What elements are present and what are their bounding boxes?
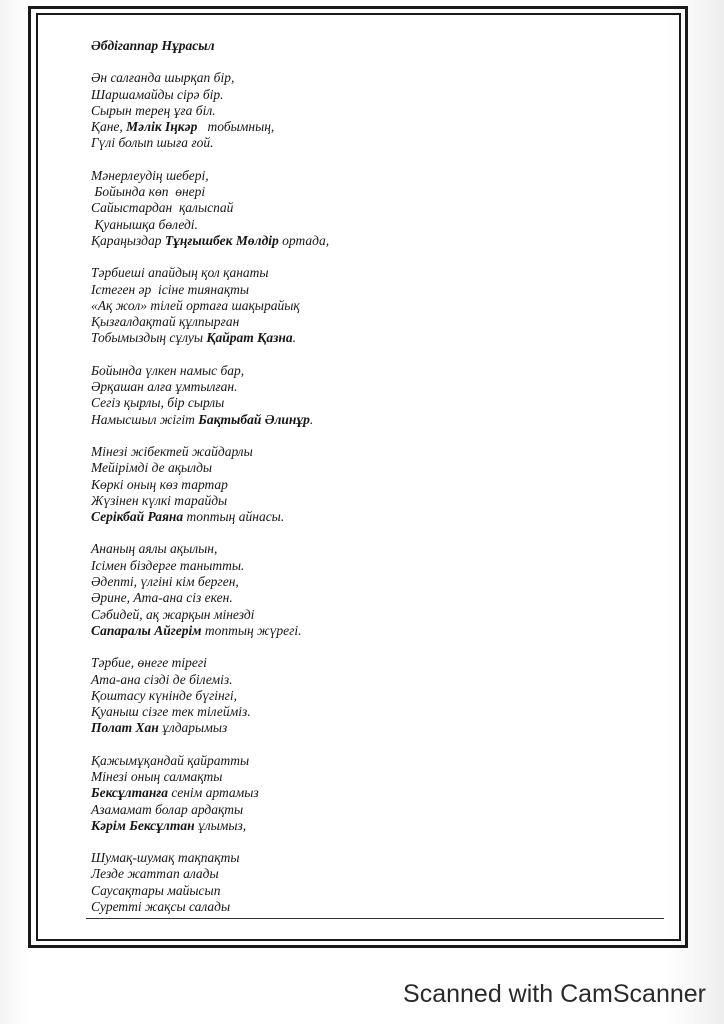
poem-line	[91, 590, 651, 606]
line-text: Сырын терең ұға біл.	[91, 102, 216, 118]
highlighted-name: Тұңғышбек Мөлдір	[164, 232, 279, 248]
poem-line	[91, 314, 651, 330]
poem-line	[91, 850, 651, 866]
line-text: ұлдарымыз	[158, 720, 228, 736]
line-text: Әдепті, үлгіні кім берген,	[91, 574, 239, 590]
line-text: Қуанышқа бөледі.	[91, 216, 198, 232]
poem-line	[91, 883, 651, 899]
line-text: Шумақ-шумақ тақпақты	[91, 850, 240, 866]
author-name: Әбдігаппар Нұрасыл	[91, 38, 215, 53]
poem-line	[91, 704, 651, 720]
poem-line	[91, 119, 651, 135]
highlighted-name: Қайрат Қазна	[206, 330, 293, 346]
line-text: ұлымыз,	[194, 817, 247, 833]
highlighted-name: Полат Хан	[91, 720, 159, 736]
poem-line	[91, 135, 651, 151]
line-text: Сәбидей, ақ жарқын мінезді	[91, 606, 255, 622]
poem-line	[91, 184, 651, 200]
line-text: Қане,	[91, 119, 127, 135]
poem-stanza	[91, 850, 651, 915]
poem-line	[91, 444, 651, 460]
poem-stanzas	[91, 70, 651, 915]
poem-line	[91, 899, 651, 915]
poem-line	[91, 818, 651, 834]
poem-line	[91, 753, 651, 769]
line-text: «Ақ жол» тілей ортаға шақырайық	[91, 297, 300, 313]
highlighted-name: Мәлік Іңкәр	[126, 119, 198, 135]
poem-line	[91, 688, 651, 704]
line-text: Әрқашан алға ұмтылған.	[91, 379, 238, 395]
line-text: топтың айнасы.	[183, 509, 285, 525]
line-text: Мәнерлеудің шебері,	[91, 167, 209, 183]
poem-line	[91, 769, 651, 785]
poem-line	[91, 655, 651, 671]
poem-line	[91, 282, 651, 298]
poem-line	[91, 558, 651, 574]
line-text: .	[292, 330, 296, 346]
line-text: сенім артамыз	[168, 785, 259, 801]
poem-line	[91, 330, 651, 346]
line-text: Лезде жаттап алады	[91, 866, 219, 882]
highlighted-name: Кәрім Бексұлтан	[91, 817, 195, 833]
line-text: топтың жүрегі.	[201, 622, 302, 638]
line-text: Қоштасу күнінде бүгінгі,	[91, 687, 238, 703]
line-text: Гүлі болып шыға ғой.	[91, 135, 214, 151]
highlighted-name: Бексұлтанға	[91, 785, 169, 801]
line-text: Қуаныш сізге тек тілейміз.	[91, 704, 251, 720]
line-text: Мінезі жібектей жайдарлы	[91, 443, 253, 459]
line-text: Тәрбие, өнеге тірегі	[91, 655, 207, 671]
poem-line	[91, 217, 651, 233]
highlighted-name: Бақтыбай Әлинұр	[198, 411, 310, 427]
line-text: Қараңыздар	[91, 232, 165, 248]
poem-line	[91, 87, 651, 103]
poem-line	[91, 541, 651, 557]
poem-line	[91, 233, 651, 249]
line-text: Сайыстардан қалыспай	[91, 200, 234, 216]
poem-line	[91, 460, 651, 476]
line-text: Тобымыздың сұлуы	[91, 330, 207, 346]
poem-line	[91, 379, 651, 395]
poem-line	[91, 802, 651, 818]
poem-line	[91, 720, 651, 736]
poem-stanza	[91, 168, 651, 249]
poem-line	[91, 363, 651, 379]
poem-line	[91, 866, 651, 882]
line-text: Мейірімді де ақылды	[91, 460, 213, 476]
highlighted-name: Серікбай Раяна	[91, 509, 184, 525]
poem-line	[91, 477, 651, 493]
poem-line	[91, 607, 651, 623]
line-text: Суретті жақсы салады	[91, 899, 231, 915]
poem-stanza	[91, 655, 651, 736]
poem-stanza	[91, 444, 651, 525]
poem-line	[91, 265, 651, 281]
line-text: Қажымұқандай қайратты	[91, 752, 250, 768]
poem-line	[91, 493, 651, 509]
poem-stanza	[91, 363, 651, 428]
bottom-rule	[86, 918, 664, 919]
line-text: Тәрбиеші апайдың қол қанаты	[91, 265, 269, 281]
poem-line	[91, 298, 651, 314]
line-text: Сегіз қырлы, бір сырлы	[91, 395, 225, 411]
line-text: Намысшыл жігіт	[91, 411, 199, 427]
line-text: Саусақтары майысып	[91, 882, 221, 898]
line-text: тобымның,	[197, 119, 275, 135]
poem-stanza	[91, 70, 651, 151]
line-text: Ән салғанда шырқап бір,	[91, 70, 235, 86]
line-text: Көркі оның көз тартар	[91, 476, 228, 492]
poem-line	[91, 574, 651, 590]
line-text: Бойында үлкен намыс бар,	[91, 362, 245, 378]
line-text: Қызғалдақтай құлпырған	[91, 314, 240, 330]
line-text: .	[309, 411, 314, 427]
line-text: ортада,	[278, 232, 330, 248]
poem-stanza	[91, 541, 651, 639]
line-text: Ісімен біздерге танытты.	[91, 557, 245, 573]
poem-content	[91, 38, 651, 931]
poem-line	[91, 672, 651, 688]
line-text: Азамамат болар ардақты	[91, 801, 244, 817]
poem-line	[91, 168, 651, 184]
line-text: Шаршамайды сірә бір.	[91, 86, 224, 102]
line-text: Істеген әр ісіне тиянақты	[91, 281, 250, 297]
highlighted-name: Сапаралы Айгерім	[91, 622, 202, 638]
poem-line	[91, 509, 651, 525]
line-text: Әрине, Ата-ана сіз екен.	[91, 590, 233, 606]
line-text: Жүзінен күлкі тарайды	[91, 492, 228, 508]
poem-line	[91, 412, 651, 428]
line-text: Бойында көп өнері	[91, 184, 206, 200]
line-text: Мінезі оның салмақты	[91, 768, 223, 784]
poem-line	[91, 395, 651, 411]
poem-line	[91, 103, 651, 119]
camscanner-watermark: Scanned with CamScanner	[403, 980, 706, 1008]
poem-stanza	[91, 265, 651, 346]
poem-line	[91, 785, 651, 801]
line-text: Ананың аялы ақылын,	[91, 541, 218, 557]
poem-line	[91, 200, 651, 216]
poem-line	[91, 70, 651, 86]
poem-line	[91, 623, 651, 639]
poem-stanza	[91, 753, 651, 834]
line-text: Ата-ана сізді де білеміз.	[91, 671, 233, 687]
